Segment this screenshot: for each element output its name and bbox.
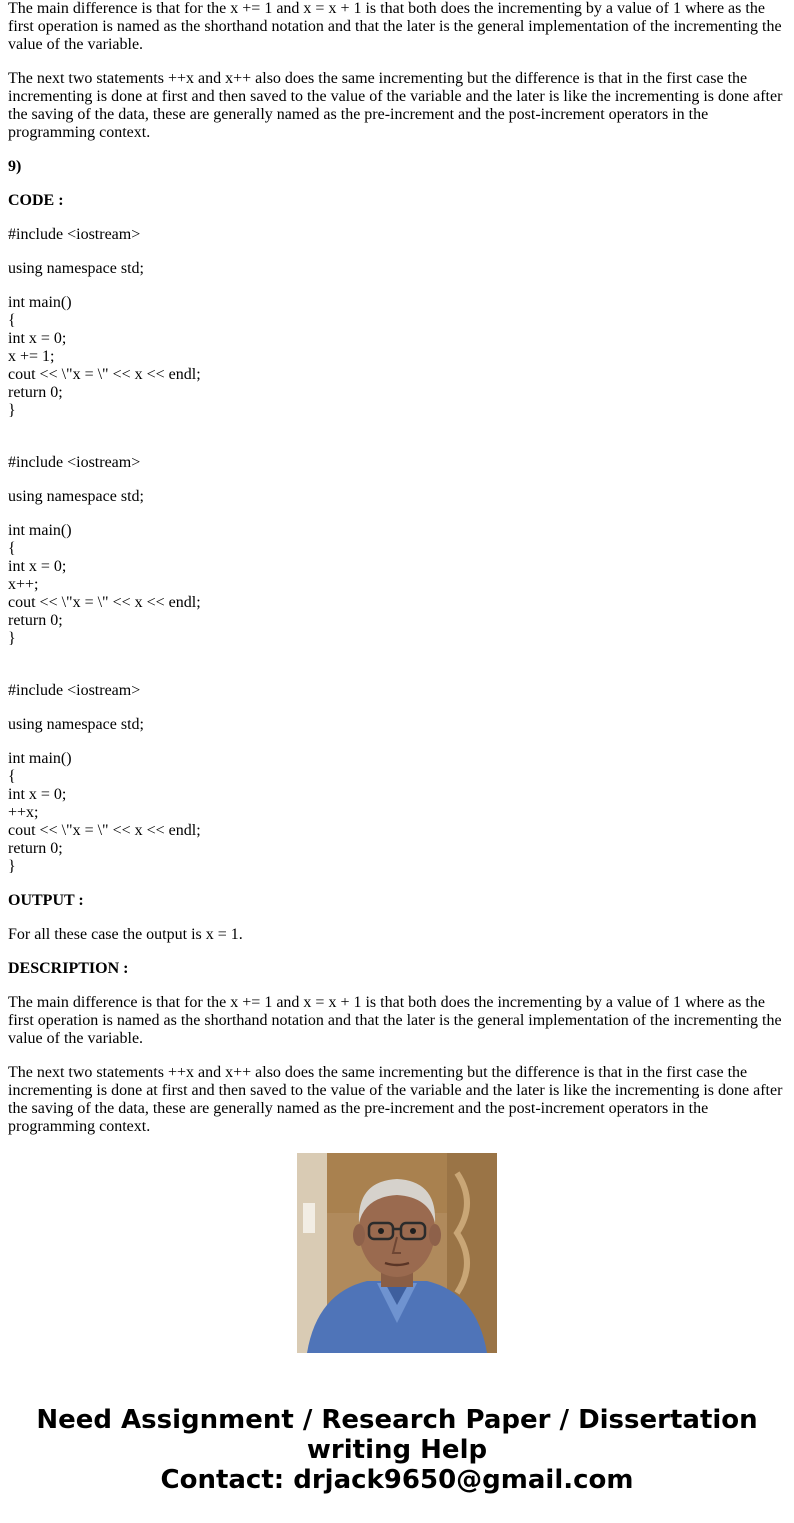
code-line: { bbox=[8, 312, 16, 329]
code-line: int main() bbox=[8, 294, 72, 311]
code-using: using namespace std; bbox=[8, 716, 144, 733]
code-block-2 bbox=[8, 454, 786, 648]
cta-line-2: writing Help bbox=[306, 1435, 488, 1465]
contact-call-to-action bbox=[0, 1405, 794, 1495]
code-line: } bbox=[8, 402, 16, 419]
code-heading: CODE : bbox=[8, 192, 64, 209]
promo-footer bbox=[0, 1122, 794, 1523]
code-include: #include <iostream> bbox=[8, 226, 141, 243]
code-include: #include <iostream> bbox=[8, 682, 141, 699]
description-heading: DESCRIPTION : bbox=[8, 960, 129, 977]
code-line: } bbox=[8, 630, 16, 647]
code-line: int main() bbox=[8, 750, 72, 767]
code-line: x += 1; bbox=[8, 348, 55, 365]
code-include: #include <iostream> bbox=[8, 454, 141, 471]
code-line: x++; bbox=[8, 576, 39, 593]
code-line: int x = 0; bbox=[8, 330, 67, 347]
description-paragraph-2: The next two statements ++x and x++ also does the same incrementing but the difference is that in the first case the incrementing is done at first and then saved to the value of the variable and the later is like the incrementing is done after the saving of the data, these are generally named as the pre-increment and the post-increment operators in the programming context. bbox=[8, 1064, 783, 1135]
tutor-portrait-icon bbox=[297, 1153, 497, 1353]
cta-line-1: Need Assignment / Research Paper / Dissertation bbox=[36, 1405, 758, 1435]
code-line: cout << \"x = \" << x << endl; bbox=[8, 594, 201, 611]
document-body bbox=[8, 0, 786, 1135]
code-line: int x = 0; bbox=[8, 786, 67, 803]
code-line: cout << \"x = \" << x << endl; bbox=[8, 366, 201, 383]
output-heading: OUTPUT : bbox=[8, 892, 84, 909]
code-using: using namespace std; bbox=[8, 488, 144, 505]
code-line: ++x; bbox=[8, 804, 39, 821]
cta-contact-email: Contact: drjack9650@gmail.com bbox=[160, 1465, 634, 1495]
intro-paragraph-1: The main difference is that for the x += 1 and x = x + 1 is that both does the incrementing by a value of 1 where as the first operation is named as the shorthand notation and that the later is the general implementation of the incrementing the value of the variable. bbox=[8, 0, 782, 53]
description-paragraph-1: The main difference is that for the x += 1 and x = x + 1 is that both does the incrementing by a value of 1 where as the first operation is named as the shorthand notation and that the later is the general implementation of the incrementing the value of the variable. bbox=[8, 994, 782, 1047]
code-line: int main() bbox=[8, 522, 72, 539]
code-line: cout << \"x = \" << x << endl; bbox=[8, 822, 201, 839]
code-using: using namespace std; bbox=[8, 260, 144, 277]
question-number: 9) bbox=[8, 158, 22, 175]
output-text: For all these case the output is x = 1. bbox=[8, 926, 243, 943]
code-line: { bbox=[8, 540, 16, 557]
code-line: return 0; bbox=[8, 384, 63, 401]
intro-paragraph-2: The next two statements ++x and x++ also does the same incrementing but the difference is that in the first case the incrementing is done at first and then saved to the value of the variable and the later is like the incrementing is done after the saving of the data, these are generally named as the pre-increment and the post-increment operators in the programming context. bbox=[8, 70, 783, 141]
code-line: return 0; bbox=[8, 612, 63, 629]
code-line: return 0; bbox=[8, 840, 63, 857]
code-line: { bbox=[8, 768, 16, 785]
code-line: } bbox=[8, 858, 16, 875]
code-block-3 bbox=[8, 682, 786, 876]
code-block-1 bbox=[8, 226, 786, 420]
code-line: int x = 0; bbox=[8, 558, 67, 575]
